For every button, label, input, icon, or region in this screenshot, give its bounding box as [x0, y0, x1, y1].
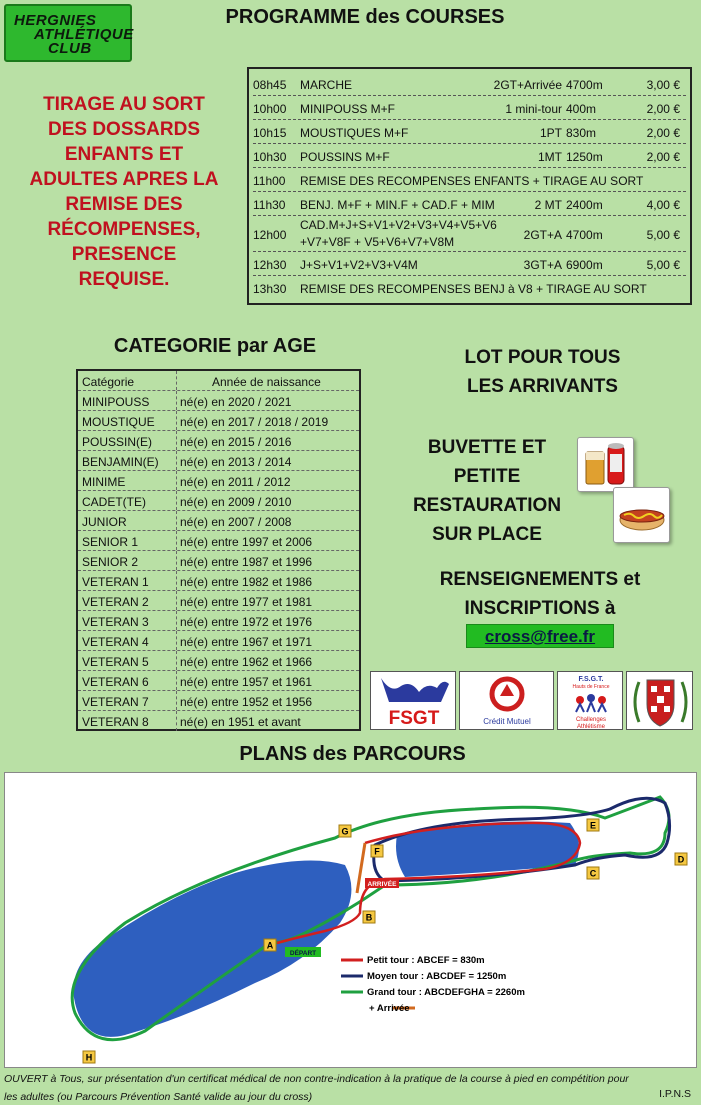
- map-point: [675, 853, 687, 865]
- hotdog-icon: [613, 487, 670, 543]
- arrivee-path: [357, 843, 365, 893]
- logo-line-1: HERGNIES: [14, 12, 97, 29]
- map-legend-text: + Arrivée: [369, 1003, 410, 1014]
- programme-row: [253, 192, 686, 216]
- buvette-line: SUR PLACE: [432, 524, 542, 545]
- age-table-row: [78, 531, 359, 551]
- renseignements-line: RENSEIGNEMENTS et: [439, 569, 641, 590]
- map-point: [587, 867, 599, 879]
- programme-time: 13h30: [253, 282, 287, 296]
- birth-years: né(e) entre 1987 et 1996: [180, 555, 313, 569]
- lot-line: LES ARRIVANTS: [467, 376, 618, 397]
- programme-price: 4,00 €: [646, 198, 680, 212]
- map-point: [339, 825, 351, 837]
- footer-notice: [4, 1070, 694, 1105]
- logo-line-2: ATHLÉTIQUE: [34, 26, 134, 43]
- categorie-title: CATEGORIE par AGE: [113, 335, 317, 357]
- age-category-table: [76, 369, 361, 731]
- birth-years: né(e) en 2017 / 2018 / 2019: [180, 415, 329, 429]
- programme-row: [253, 72, 686, 96]
- age-table-row: [78, 491, 359, 511]
- footer-line-2: les adultes (ou Parcours Prévention Santé valide au jour du cross): [4, 1091, 313, 1103]
- programme-row: [253, 168, 686, 192]
- age-table-row: [78, 711, 359, 731]
- programme-race: J+S+V1+V2+V3+V4M: [300, 258, 418, 272]
- map-point: [587, 819, 599, 831]
- programme-row: [253, 144, 686, 168]
- arrivee-tag: [365, 878, 399, 888]
- birth-years: né(e) entre 1957 et 1961: [180, 675, 313, 689]
- plans-title: PLANS des PARCOURS: [239, 743, 466, 765]
- fsgt2-title: F.S.G.T.: [578, 676, 604, 683]
- depart-tag-text: DÉPART: [289, 950, 317, 957]
- map-point-label: C: [589, 868, 597, 879]
- course-map: [4, 772, 697, 1068]
- age-table-row: [78, 451, 359, 471]
- tirage-line: RÉCOMPENSES,: [47, 219, 201, 240]
- tirage-line: PRESENCE: [71, 244, 177, 265]
- age-table-row: [78, 571, 359, 591]
- map-legend-item: [341, 971, 506, 982]
- programme-row: [253, 216, 686, 252]
- map-legend-item: [369, 1003, 415, 1014]
- tirage-line: REQUISE.: [78, 269, 170, 290]
- programme-note: REMISE DES RECOMPENSES ENFANTS + TIRAGE AU SORT: [300, 174, 644, 188]
- fsgt2-line-1: Challenges: [575, 717, 607, 723]
- age-table-row: [78, 651, 359, 671]
- programme-laps: 2GT+A: [523, 228, 562, 242]
- birth-years: né(e) en 1951 et avant: [180, 715, 301, 729]
- programme-distance: 4700m: [566, 78, 603, 92]
- credit-mutuel-logo: [459, 671, 554, 730]
- programme-price: 3,00 €: [646, 78, 680, 92]
- birth-years: né(e) en 2011 / 2012: [180, 475, 291, 489]
- map-point-label: F: [374, 846, 380, 857]
- age-category: CADET(TE): [82, 495, 146, 509]
- fsgt-logo: [370, 671, 456, 730]
- programme-distance: 6900m: [566, 258, 603, 272]
- map-point-label: H: [85, 1052, 93, 1063]
- map-legend-text: Moyen tour : ABCDEF = 1250m: [367, 971, 507, 982]
- birth-years: né(e) en 2013 / 2014: [180, 455, 292, 469]
- age-table-header: [78, 371, 359, 391]
- programme-distance: 830m: [566, 126, 597, 140]
- programme-price: 2,00 €: [646, 102, 680, 116]
- fsgt2-line-2: Athlétisme: [576, 724, 606, 730]
- age-category: VETERAN 7: [82, 695, 149, 709]
- arrivee-tag-text: ARRIVÉE: [367, 881, 397, 888]
- programme-time: 10h00: [253, 102, 287, 116]
- tirage-line: ENFANTS ET: [64, 144, 184, 165]
- programme-row: [253, 252, 686, 276]
- map-point-label: A: [266, 940, 274, 951]
- programme-row: [253, 120, 686, 144]
- age-table-row: [78, 691, 359, 711]
- map-point-label: E: [589, 820, 597, 831]
- buvette-line: RESTAURATION: [412, 495, 562, 516]
- map-legend-text: Grand tour : ABCDEFGHA = 2260m: [367, 987, 525, 998]
- birth-years: né(e) entre 1977 et 1981: [180, 595, 313, 609]
- age-category: POUSSIN(E): [82, 435, 153, 449]
- programme-race: POUSSINS M+F: [300, 150, 390, 164]
- tirage-au-sort-notice: [8, 92, 240, 292]
- programme-row: [253, 276, 686, 300]
- tirage-line: TIRAGE AU SORT: [43, 94, 205, 115]
- lot-line: LOT POUR TOUS: [464, 347, 621, 368]
- age-category: VETERAN 6: [82, 675, 149, 689]
- drinks-icon: [577, 437, 634, 492]
- programme-price: 2,00 €: [646, 126, 680, 140]
- age-category: MOUSTIQUE: [82, 415, 155, 429]
- map-legend-item: [341, 955, 485, 966]
- map-point-label: B: [365, 912, 373, 923]
- programme-race-cont: +V7+V8F + V5+V6+V7+V8M: [300, 235, 455, 249]
- map-point: [264, 939, 276, 951]
- programme-distance: 4700m: [566, 228, 603, 242]
- credit-mutuel-text: Crédit Mutuel: [483, 717, 531, 726]
- programme-race: CAD.M+J+S+V1+V2+V3+V4+V5+V6: [300, 218, 497, 232]
- depart-tag: [285, 947, 321, 957]
- buvette-line: BUVETTE ET: [427, 437, 547, 458]
- age-category: VETERAN 3: [82, 615, 149, 629]
- programme-race: MINIPOUSS M+F: [300, 102, 396, 116]
- renseignements-line: INSCRIPTIONS à: [464, 598, 616, 619]
- age-category: VETERAN 5: [82, 655, 149, 669]
- programme-note: REMISE DES RECOMPENSES BENJ à V8 + TIRAGE AU SORT: [300, 282, 647, 296]
- map-point-label: G: [341, 826, 349, 837]
- age-category: VETERAN 8: [82, 715, 149, 729]
- age-category: MINIME: [82, 475, 126, 489]
- buvette-line: PETITE: [453, 466, 521, 487]
- programme-time: 10h30: [253, 150, 287, 164]
- programme-laps: 1PT: [539, 126, 562, 140]
- programme-time: 08h45: [253, 78, 287, 92]
- map-point-label: D: [677, 854, 685, 865]
- programme-row: [253, 96, 686, 120]
- ipns-mark: I.P.N.S: [659, 1088, 691, 1100]
- programme-laps: 2GT+Arrivée: [493, 78, 562, 92]
- programme-race: MARCHE: [300, 78, 353, 92]
- tirage-line: ADULTES APRES LA: [29, 169, 219, 190]
- age-table-row: [78, 671, 359, 691]
- buvette-notice: [392, 433, 582, 549]
- birth-years: né(e) entre 1962 et 1966: [180, 655, 313, 669]
- birth-years: né(e) entre 1982 et 1986: [180, 575, 313, 589]
- renseignements-notice: [380, 565, 700, 623]
- map-point: [371, 845, 383, 857]
- age-table-row: [78, 411, 359, 431]
- birth-years: né(e) entre 1972 et 1976: [180, 615, 313, 629]
- fsgt-logo-text: FSGT: [388, 708, 440, 729]
- programme-time: 11h00: [253, 174, 286, 188]
- birth-years: né(e) en 2015 / 2016: [180, 435, 292, 449]
- map-legend-text: Petit tour : ABCEF = 830m: [367, 955, 485, 966]
- programme-time: 10h15: [253, 126, 287, 140]
- programme-laps: 2 MT: [534, 198, 562, 212]
- programme-race: MOUSTIQUES M+F: [300, 126, 409, 140]
- programme-laps: 3GT+A: [523, 258, 562, 272]
- programme-race: BENJ. M+F + MIN.F + CAD.F + MIM: [300, 198, 495, 212]
- birth-years: Année de naissance: [212, 375, 321, 389]
- birth-years: né(e) entre 1997 et 2006: [180, 535, 313, 549]
- fsgt-hauts-de-france-logo: [557, 671, 623, 730]
- programme-laps: 1 mini-tour: [505, 102, 562, 116]
- age-table-row: [78, 511, 359, 531]
- age-category: BENJAMIN(E): [82, 455, 159, 469]
- footer-line-1: OUVERT à Tous, sur présentation d'un certificat médical de non contre-indication à la pratique de la course à pied en compétition pour: [4, 1073, 629, 1085]
- programme-time: 11h30: [253, 198, 286, 212]
- fsgt2-subtitle: Hauts de France: [572, 684, 610, 690]
- age-category: VETERAN 2: [82, 595, 149, 609]
- age-category: MINIPOUSS: [82, 395, 150, 409]
- programme-distance: 2400m: [566, 198, 603, 212]
- programme-price: 5,00 €: [646, 258, 680, 272]
- programme-distance: 1250m: [566, 150, 603, 164]
- birth-years: né(e) en 2009 / 2010: [180, 495, 292, 509]
- age-table-row: [78, 551, 359, 571]
- map-legend-item: [341, 987, 525, 998]
- birth-years: né(e) entre 1952 et 1956: [180, 695, 313, 709]
- age-table-row: [78, 631, 359, 651]
- age-category: JUNIOR: [82, 515, 127, 529]
- birth-years: né(e) en 2020 / 2021: [180, 395, 292, 409]
- programme-laps: 1MT: [538, 150, 562, 164]
- programme-time: 12h00: [253, 228, 287, 242]
- age-category: SENIOR 1: [82, 535, 139, 549]
- town-crest-logo: [626, 671, 693, 730]
- programme-time: 12h30: [253, 258, 287, 272]
- programme-table: [247, 67, 692, 305]
- age-category: VETERAN 1: [82, 575, 149, 589]
- tirage-line: REMISE DES: [65, 194, 183, 215]
- lot-notice: [410, 343, 675, 401]
- programme-price: 5,00 €: [646, 228, 680, 242]
- age-table-row: [78, 471, 359, 491]
- logo-line-3: CLUB: [48, 40, 92, 57]
- tirage-line: DES DOSSARDS: [47, 119, 201, 140]
- programme-distance: 400m: [566, 102, 597, 116]
- club-logo: [4, 4, 132, 62]
- age-table-row: [78, 391, 359, 411]
- age-table-row: [78, 611, 359, 631]
- map-point: [83, 1051, 95, 1063]
- birth-years: né(e) en 2007 / 2008: [180, 515, 292, 529]
- age-table-row: [78, 431, 359, 451]
- contact-email-link[interactable]: cross@free.fr: [466, 624, 614, 648]
- programme-title: PROGRAMME des COURSES: [225, 6, 505, 28]
- age-category: VETERAN 4: [82, 635, 149, 649]
- programme-price: 2,00 €: [646, 150, 680, 164]
- map-point: [363, 911, 375, 923]
- age-category: SENIOR 2: [82, 555, 139, 569]
- birth-years: né(e) entre 1967 et 1971: [180, 635, 313, 649]
- age-table-row: [78, 591, 359, 611]
- age-category: Catégorie: [82, 375, 135, 389]
